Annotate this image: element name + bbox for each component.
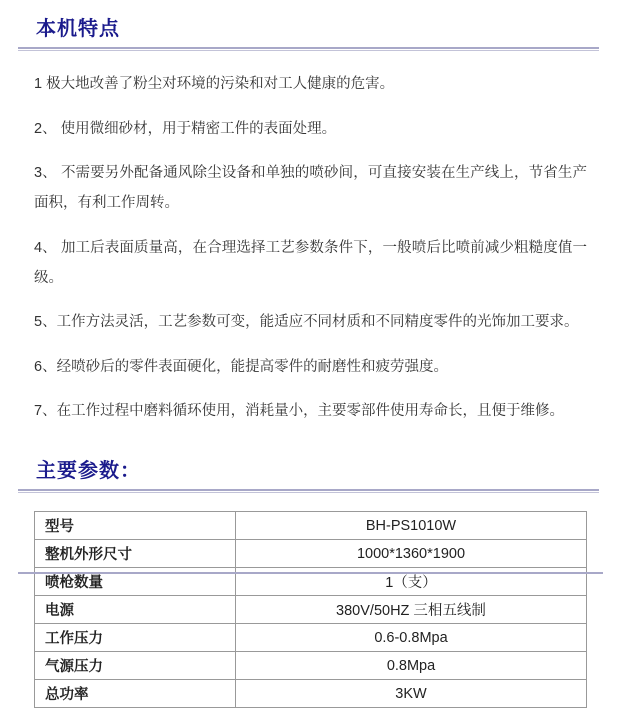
spec-value: 0.8Mpa: [236, 652, 587, 680]
spec-key: 总功率: [35, 680, 236, 708]
spec-value: 0.6-0.8Mpa: [236, 624, 587, 652]
parameters-heading-rule-thin: [18, 492, 599, 493]
spec-value: 380V/50HZ 三相五线制: [236, 596, 587, 624]
feature-item: 5、工作方法灵活，工艺参数可变，能适应不同材质和不同精度零件的光饰加工要求。: [34, 314, 579, 330]
spec-value: 3KW: [236, 680, 587, 708]
spec-key: 型号: [35, 512, 236, 540]
table-row: [35, 652, 587, 680]
feature-item: 1 极大地改善了粉尘对环境的污染和对工人健康的危害。: [34, 76, 395, 92]
features-heading-rule-thin: [18, 50, 599, 51]
spec-key: 工作压力: [35, 624, 236, 652]
table-row: [35, 596, 587, 624]
spec-key: 电源: [35, 596, 236, 624]
spec-value: BH-PS1010W: [236, 512, 587, 540]
spec-key: 气源压力: [35, 652, 236, 680]
features-list: [16, 69, 601, 426]
spec-value: 1000*1360*1900: [236, 540, 587, 568]
specification-table: [34, 511, 587, 708]
table-row: [35, 512, 587, 540]
spec-key: 喷枪数量: [35, 568, 236, 596]
table-row: [35, 540, 587, 568]
features-heading-rule: [18, 47, 599, 49]
table-row: [35, 624, 587, 652]
spec-key: 整机外形尺寸: [35, 540, 236, 568]
parameters-heading-rule: [18, 489, 599, 491]
footer-divider: [18, 572, 603, 574]
features-section: [16, 0, 601, 426]
parameters-heading: 主要参数：: [36, 460, 141, 482]
spec-value: 1（支）: [236, 568, 587, 596]
feature-item: 2、 使用微细砂材，用于精密工件的表面处理。: [34, 120, 337, 137]
table-row: [35, 680, 587, 708]
features-heading: 本机特点: [36, 18, 120, 40]
feature-item: 7、在工作过程中磨料循环使用，消耗量小，主要零部件使用寿命长，且便于维修。: [34, 403, 565, 419]
parameters-section: [16, 442, 601, 708]
feature-item: 3、 不需要另外配备通风除尘设备和单独的喷砂间，可直接安装在生产线上，节省生产面积，有利工作周转。: [34, 165, 587, 211]
feature-item: 6、经喷砂后的零件表面硬化，能提高零件的耐磨性和疲劳强度。: [34, 358, 449, 375]
feature-item: 4、 加工后表面质量高，在合理选择工艺参数条件下，一般喷后比喷前减少粗糙度值一级。: [34, 239, 587, 286]
